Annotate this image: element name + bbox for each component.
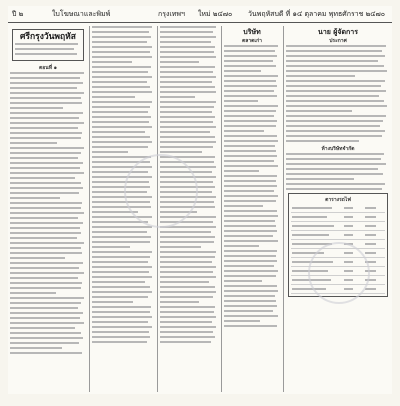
table-row <box>291 204 385 213</box>
library-stamp <box>308 242 370 304</box>
column-rule-1 <box>89 26 90 392</box>
column-5-company-heading: ห้างบริษัทจำกัด <box>321 146 355 152</box>
library-stamp <box>124 154 198 228</box>
column-5-text-top <box>286 45 390 142</box>
timetable-heading: ตารางรถไฟ <box>325 197 351 203</box>
column-4-subheading: ตลาดเก่า <box>242 38 262 44</box>
column-4 <box>224 26 280 392</box>
newspaper-page <box>8 6 392 394</box>
column-4-text <box>224 45 280 327</box>
nameplate-box <box>12 29 84 61</box>
column-5-heading: นาย ผู้จัดการ <box>318 27 358 36</box>
column-1-text <box>10 72 86 354</box>
column-1 <box>10 26 86 392</box>
nameplate-title: ศรีกรุงวันพฤหัส <box>20 32 76 42</box>
column-rule-3 <box>221 26 222 392</box>
table-row <box>291 222 385 231</box>
masthead-issue: ปี ๒ <box>12 10 24 18</box>
table-row <box>291 231 385 240</box>
column-5-subheading: ประกาศ <box>329 38 347 44</box>
masthead <box>8 6 392 23</box>
column-5 <box>286 26 390 392</box>
masthead-publisher: ใบโฆษณาและพิมพ์ <box>52 10 111 18</box>
column-rule-4 <box>283 26 284 392</box>
masthead-date: วันพฤหัสบดี ที่ ๑๔ ตุลาคม พุทธศักราช ๒๔๗๐ <box>248 10 386 18</box>
masthead-city: กรุงเทพฯ <box>158 10 185 18</box>
column-1-subheading: ตอนที่ ๑ <box>39 65 57 71</box>
column-5-text-mid <box>286 153 390 190</box>
masthead-year: ใหม่ ๒๔๗๐ <box>198 10 233 18</box>
column-4-heading: บริษัท <box>243 27 261 36</box>
table-row <box>291 213 385 222</box>
